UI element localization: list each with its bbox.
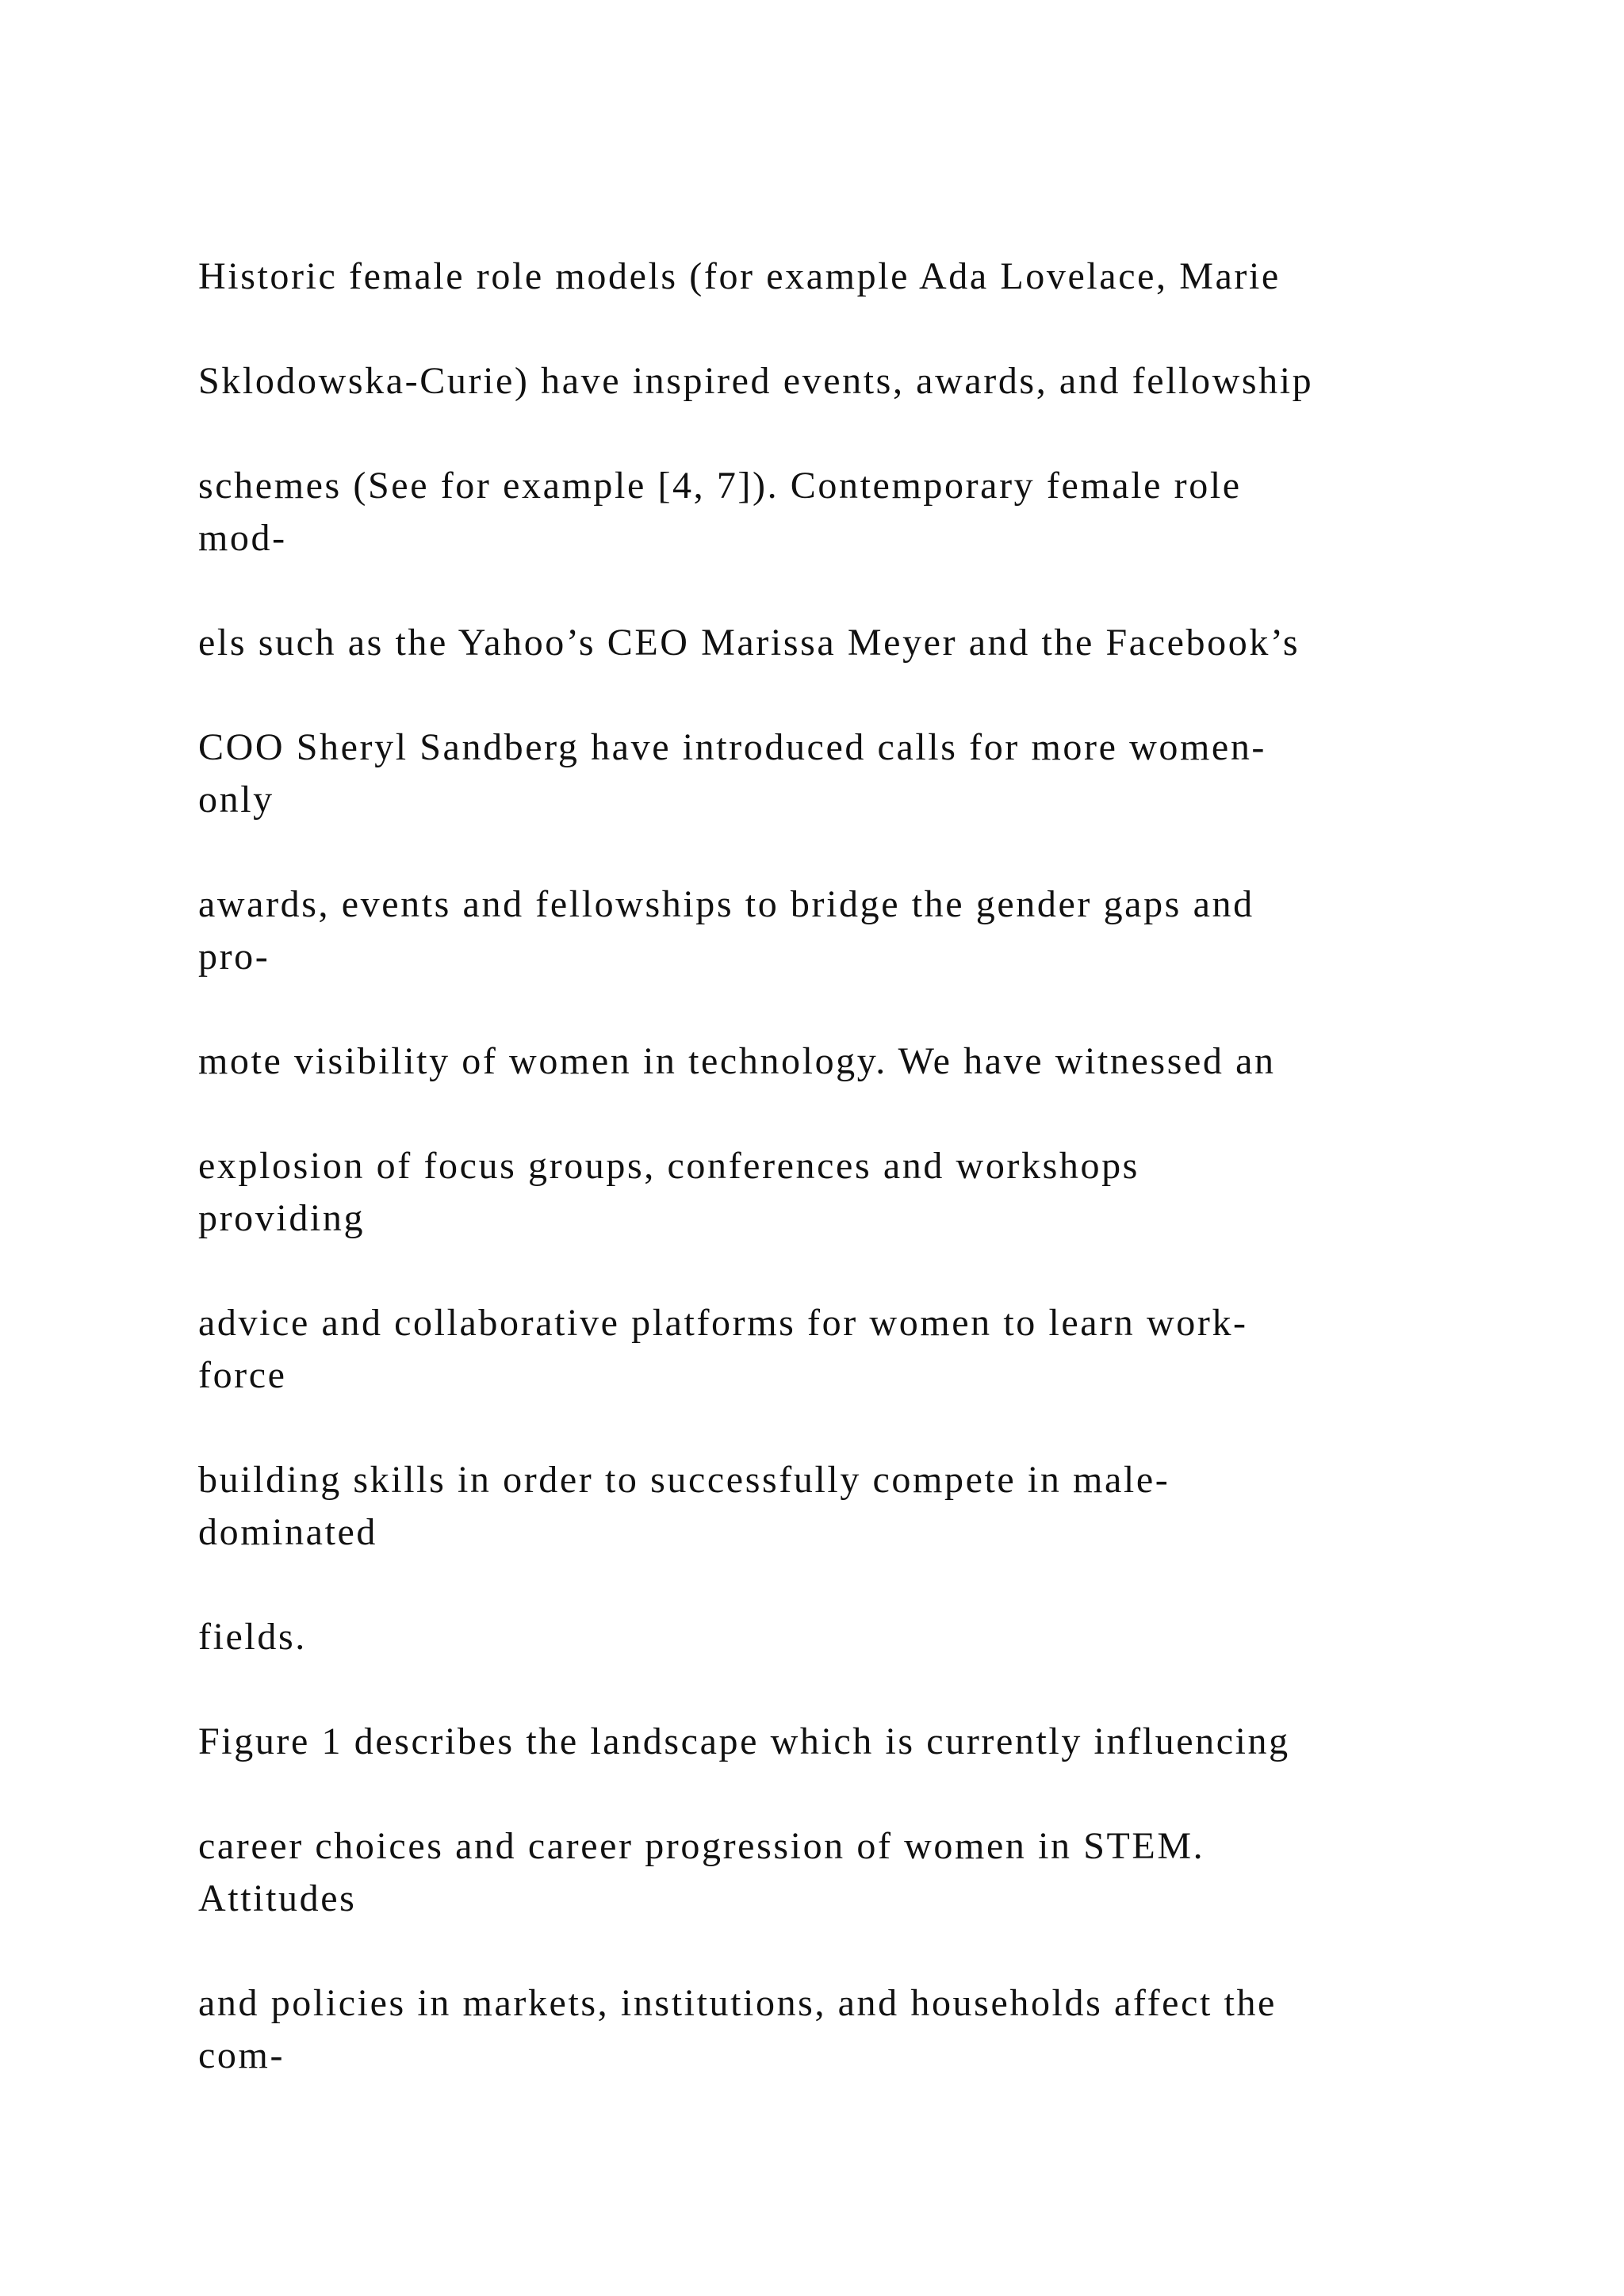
text-line: Sklodowska-Curie) have inspired events, awards, and fellowship [198,360,1314,402]
text-line: career choices and career progression of women in STEM. Attitudes [198,1825,1205,1919]
text-line: COO Sheryl Sandberg have introduced calls for more women- only [198,726,1267,821]
text-line: advice and collaborative platforms for women to learn work- force [198,1302,1248,1396]
text-line: Figure 1 describes the landscape which is currently influencing [198,1720,1290,1762]
text-line: and policies in markets, institutions, and households affect the com- [198,1982,1277,2076]
text-line: Historic female role models (for example Ada Lovelace, Marie [198,255,1281,297]
text-line: building skills in order to successfully compete in male- dominated [198,1459,1170,1553]
text-line: fields. [198,1616,307,1658]
text-line: awards, events and fellowships to bridge the gender gaps and pro- [198,883,1254,978]
body-text [198,251,1499,2082]
text-line: schemes (See for example [4, 7]). Contemporary female role mod- [198,465,1242,559]
text-line: mote visibility of women in technology. We have witnessed an [198,1040,1276,1082]
text-line: els such as the Yahoo’s CEO Marissa Meyer and the Facebook’s [198,622,1300,664]
text-line: explosion of focus groups, conferences and workshops providing [198,1145,1139,1239]
